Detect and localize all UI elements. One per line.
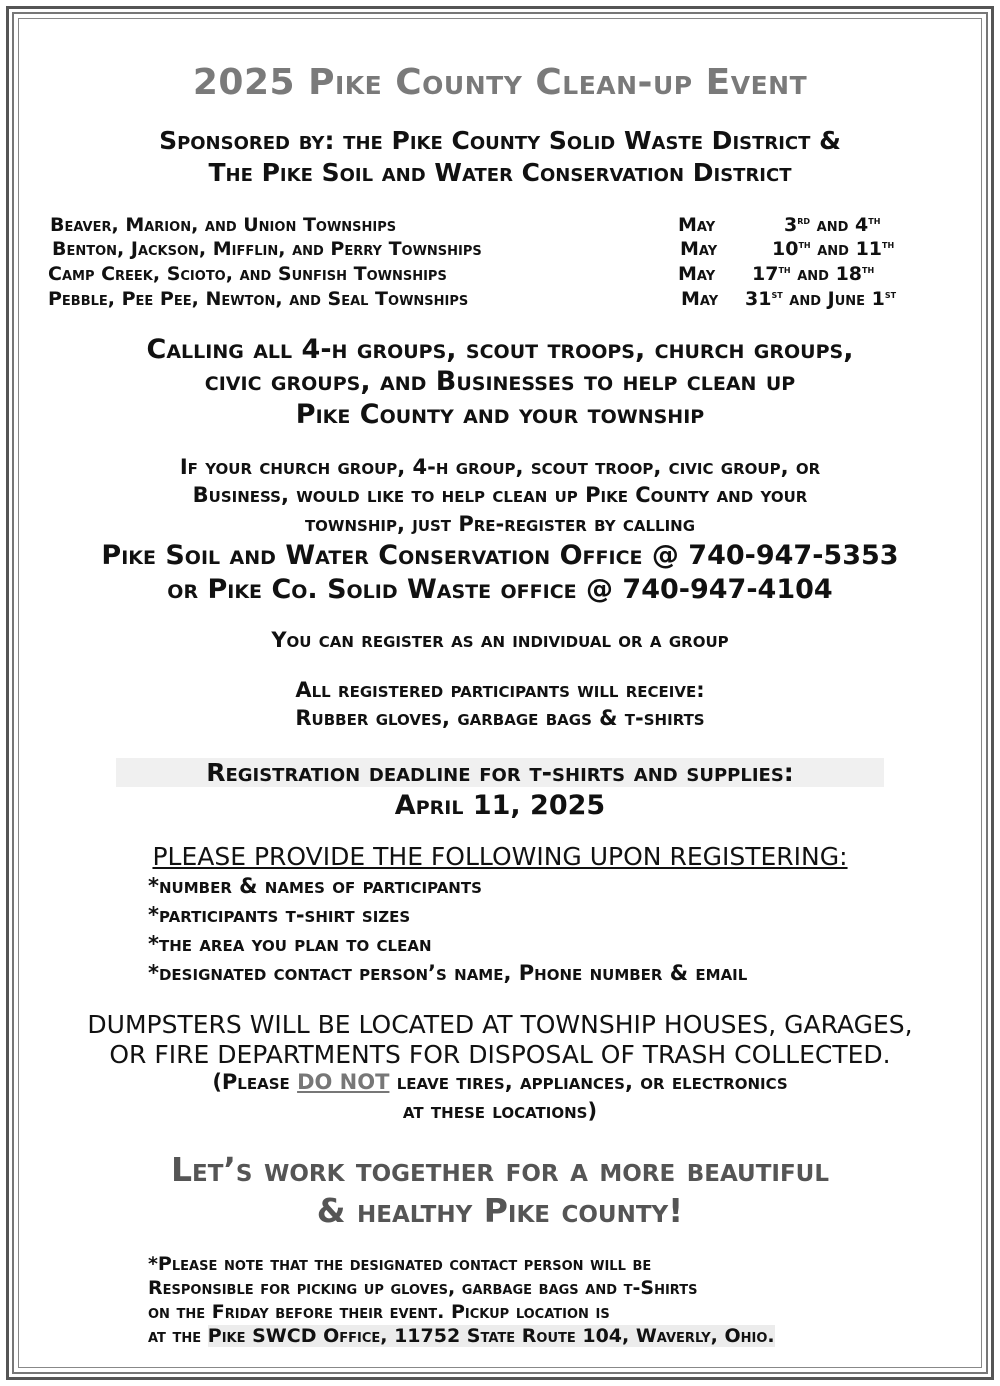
footnote-line-2: Responsible for picking up gloves, garbage bags and t-Shirts xyxy=(148,1277,698,1299)
dumpster-note-line-2: at these locations) xyxy=(402,1099,598,1123)
schedule-month: May xyxy=(678,214,716,236)
schedule-dates: 3rd and 4th xyxy=(784,214,881,236)
dumpster-line-1: DUMPSTERS WILL BE LOCATED AT TOWNSHIP HOUSES, GARAGES, xyxy=(87,1010,913,1039)
footnote-line-4: at the Pike SWCD Office, 11752 State Route 104, Waverly, Ohio. xyxy=(148,1325,775,1347)
requirement-item: *participants t-shirt sizes xyxy=(148,903,411,927)
page-title: 2025 Pike County Clean-up Event xyxy=(192,62,808,103)
pickup-address: Pike SWCD Office, 11752 State Route 104, Waverly, Ohio. xyxy=(207,1325,775,1347)
schedule-month: May xyxy=(680,238,718,260)
sponsor-line-1: Sponsored by: the Pike County Solid Waste District & xyxy=(159,126,841,155)
closing-line-2: & healthy Pike county! xyxy=(316,1191,684,1230)
dumpster-line-2: OR FIRE DEPARTMENTS FOR DISPOSAL OF TRASH COLLECTED. xyxy=(109,1040,891,1069)
provide-heading: PLEASE PROVIDE THE FOLLOWING UPON REGISTERING: xyxy=(152,842,848,871)
footnote-line-1: *Please note that the designated contact person will be xyxy=(148,1253,652,1275)
calling-line-3: Pike County and your township xyxy=(295,399,705,430)
sponsor-line-2: The Pike Soil and Water Conservation District xyxy=(208,158,792,187)
register-para-line-2: Business, would like to help clean up Pike County and your xyxy=(192,483,808,507)
schedule-dates: 17th and 18th xyxy=(752,263,875,285)
schedule-townships: Beaver, Marion, and Union Townships xyxy=(50,214,397,236)
phone-line-swcd: Pike Soil and Water Conservation Office @ 740-947-5353 xyxy=(101,540,899,571)
receive-line-2: Rubber gloves, garbage bags & t-shirts xyxy=(295,706,705,730)
individual-or-group-note: You can register as an individual or a group xyxy=(271,628,729,652)
requirement-item: *number & names of participants xyxy=(148,874,482,898)
schedule-dates: 10th and 11th xyxy=(772,238,895,260)
schedule-month: May xyxy=(678,263,716,285)
requirement-item: *the area you plan to clean xyxy=(148,932,432,956)
calling-line-1: Calling all 4-h groups, scout troops, church groups, xyxy=(146,334,854,365)
phone-line-solid-waste: or Pike Co. Solid Waste office @ 740-947-4104 xyxy=(167,574,833,605)
schedule-dates: 31st and June 1st xyxy=(745,288,897,310)
deadline-label: Registration deadline for t-shirts and supplies: xyxy=(116,758,884,787)
schedule-month: May xyxy=(681,288,719,310)
footnote-line-3: on the Friday before their event. Pickup location is xyxy=(148,1301,610,1323)
register-para-line-1: If your church group, 4-h group, scout troop, civic group, or xyxy=(179,455,821,479)
register-para-line-3: township, just Pre-register by calling xyxy=(304,512,696,536)
requirement-item: *designated contact person’s name, Phone number & email xyxy=(148,961,748,985)
schedule-townships: Camp Creek, Scioto, and Sunfish Townships xyxy=(48,263,447,285)
dumpster-note-line-1: (Please DO NOT leave tires, appliances, or electronics xyxy=(212,1070,788,1094)
calling-line-2: civic groups, and Businesses to help clean up xyxy=(204,366,796,397)
closing-line-1: Let’s work together for a more beautiful xyxy=(170,1150,830,1189)
receive-line-1: All registered participants will receive: xyxy=(295,678,705,702)
do-not-emphasis: DO NOT xyxy=(297,1070,390,1094)
schedule-townships: Pebble, Pee Pee, Newton, and Seal Townships xyxy=(48,288,469,310)
schedule-townships: Benton, Jackson, Mifflin, and Perry Townships xyxy=(52,238,482,260)
deadline-date: April 11, 2025 xyxy=(394,790,606,821)
